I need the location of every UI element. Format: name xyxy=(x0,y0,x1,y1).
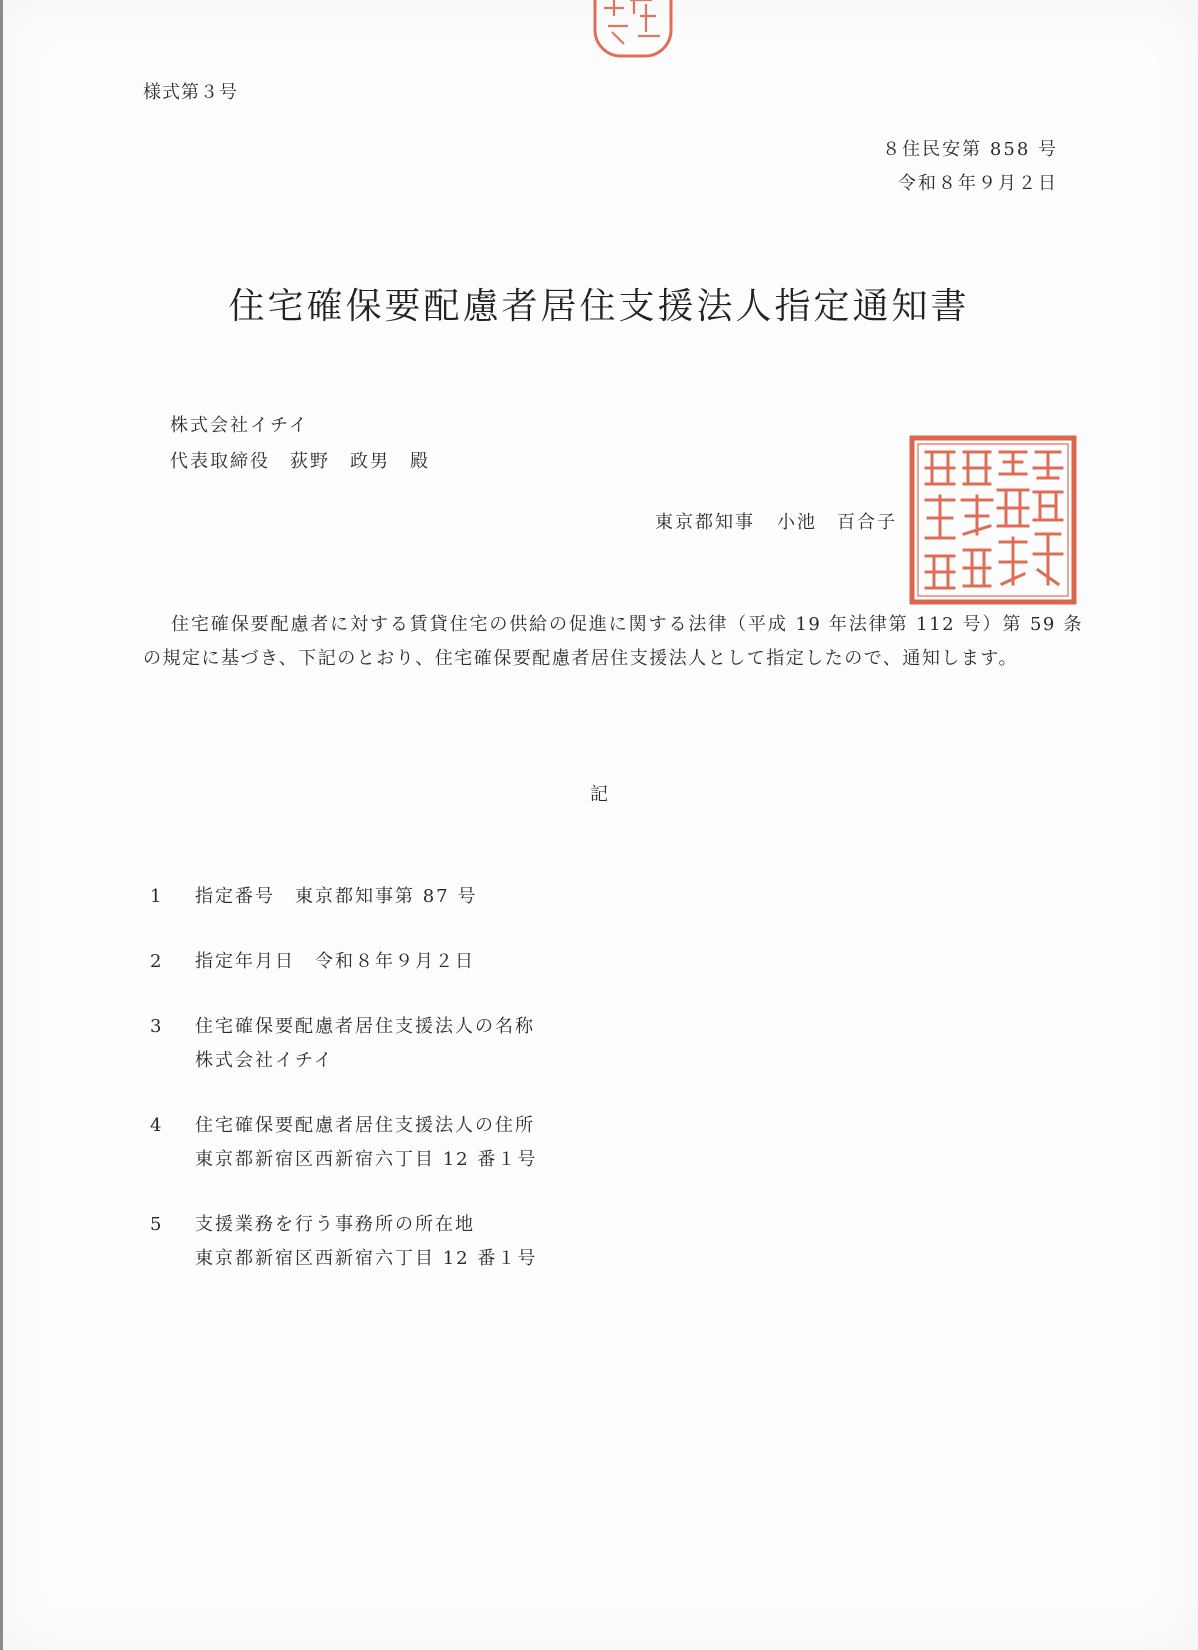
item-value: 東京都新宿区西新宿六丁目 12 番１号 xyxy=(195,1149,538,1170)
partial-seal-top xyxy=(590,0,676,64)
item-label: 住宅確保要配慮者居住支援法人の住所 xyxy=(195,1115,535,1136)
list-item xyxy=(150,945,950,979)
addressee-position: 代表取締役 xyxy=(170,451,270,472)
ki-heading: 記 xyxy=(590,784,608,805)
list-item xyxy=(150,1109,950,1177)
item-number: 4 xyxy=(150,1115,164,1136)
item-number: 1 xyxy=(150,886,164,907)
addressee-honorific: 殿 xyxy=(410,451,430,472)
item-number: 3 xyxy=(150,1016,164,1037)
page-edge xyxy=(0,0,3,1650)
item-label: 住宅確保要配慮者居住支援法人の名称 xyxy=(195,1016,535,1037)
list-item xyxy=(150,1010,950,1078)
item-value: 令和８年９月２日 xyxy=(315,951,475,972)
addressee-line xyxy=(170,444,430,480)
item-label: 支援業務を行う事務所の所在地 xyxy=(195,1214,475,1235)
document-number: ８住民安第 858 号 xyxy=(882,139,1058,160)
sender-line xyxy=(655,508,897,534)
item-number: 5 xyxy=(150,1214,164,1235)
notice-body: 住宅確保要配慮者に対する賃貸住宅の供給の促進に関する法律（平成 19 年法律第 112 号）第 59 条の規定に基づき、下記のとおり、住宅確保要配慮者居住支援法人として指定したので、通知します。 xyxy=(143,614,1083,669)
issue-date: 令和８年９月２日 xyxy=(898,173,1058,194)
item-value: 東京都新宿区西新宿六丁目 12 番１号 xyxy=(195,1248,538,1269)
form-number: 様式第３号 xyxy=(143,82,238,103)
reference-block xyxy=(882,133,1058,201)
addressee-name: 荻野 政男 xyxy=(290,451,390,472)
document-title: 住宅確保要配慮者居住支援法人指定通知書 xyxy=(228,286,970,327)
item-value: 東京都知事第 87 号 xyxy=(295,886,478,907)
addressee-company: 株式会社イチイ xyxy=(170,415,309,436)
sender-title: 東京都知事 xyxy=(655,512,755,533)
list-item xyxy=(150,1208,950,1276)
item-value: 株式会社イチイ xyxy=(195,1050,334,1071)
sender-name: 小池 百合子 xyxy=(777,512,897,533)
item-label: 指定番号 xyxy=(195,886,275,907)
official-seal xyxy=(908,434,1078,606)
item-label: 指定年月日 xyxy=(195,951,295,972)
item-list xyxy=(150,880,950,1307)
list-item xyxy=(150,880,950,914)
item-number: 2 xyxy=(150,951,164,972)
addressee-block xyxy=(170,408,430,480)
